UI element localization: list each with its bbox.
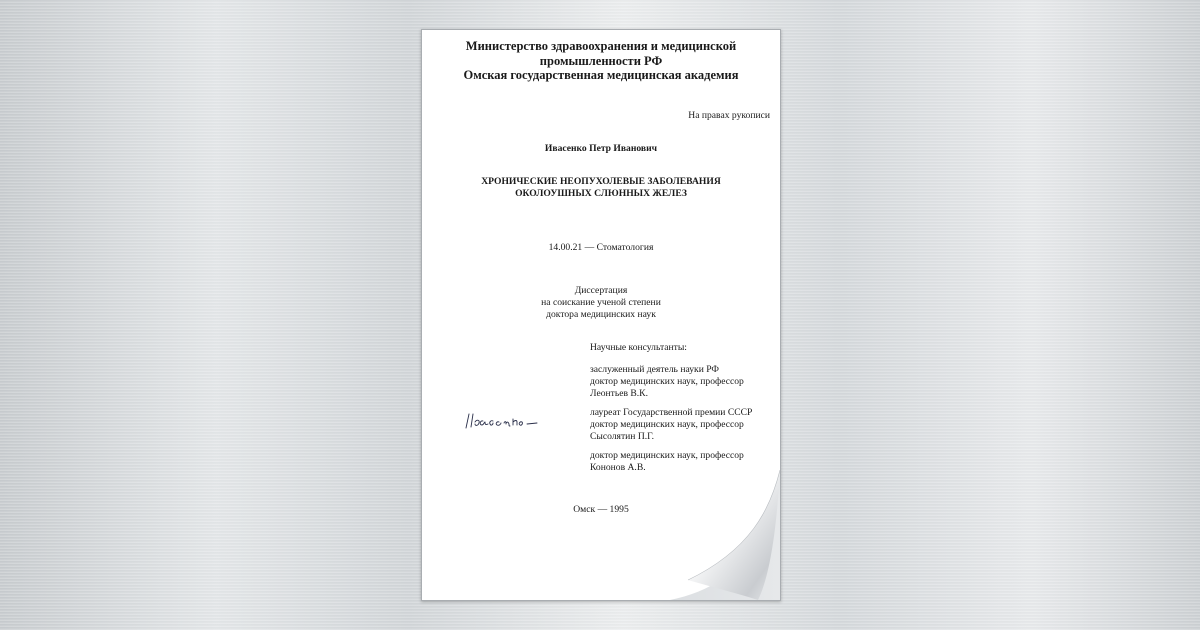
consultant-3-line-1: доктор медицинских наук, профессор (590, 450, 744, 461)
consultant-1-line-1: заслуженный деятель науки РФ (590, 364, 719, 375)
ministry-line-2: промышленности РФ (539, 54, 663, 68)
handwritten-signature (462, 408, 542, 432)
degree-line-3: доктора медицинских наук (546, 309, 656, 320)
specialty-code: 14.00.21 — Стоматология (548, 242, 654, 253)
degree-line-2: на соискание ученой степени (541, 297, 661, 308)
consultants-label: Научные консультанты: (590, 342, 687, 353)
dissertation-title-line-2: ОКОЛОУШНЫХ СЛЮННЫХ ЖЕЛЕЗ (515, 188, 687, 199)
city-year: Омск — 1995 (573, 504, 629, 515)
degree-line-1: Диссертация (574, 285, 628, 296)
page-curl-corner (670, 470, 780, 600)
consultant-2-line-1: лауреат Государственной премии СССР (590, 407, 753, 418)
ministry-line-1: Министерство здравоохранения и медицинской (465, 39, 737, 53)
consultant-3-name: Кононов А.В. (590, 462, 646, 473)
dissertation-title-line-1: ХРОНИЧЕСКИЕ НЕОПУХОЛЕВЫЕ ЗАБОЛЕВАНИЯ (481, 176, 721, 187)
manuscript-note: На правах рукописи (688, 110, 770, 121)
document-page (421, 29, 781, 601)
consultant-2-line-2: доктор медицинских наук, профессор (590, 419, 744, 430)
consultant-1-line-2: доктор медицинских наук, профессор (590, 376, 744, 387)
consultant-1-name: Леонтьев В.К. (590, 388, 648, 399)
academy-line: Омская государственная медицинская академия (463, 68, 739, 82)
consultant-2-name: Сысолятин П.Г. (590, 431, 655, 442)
author-name: Ивасенко Петр Иванович (544, 143, 658, 154)
